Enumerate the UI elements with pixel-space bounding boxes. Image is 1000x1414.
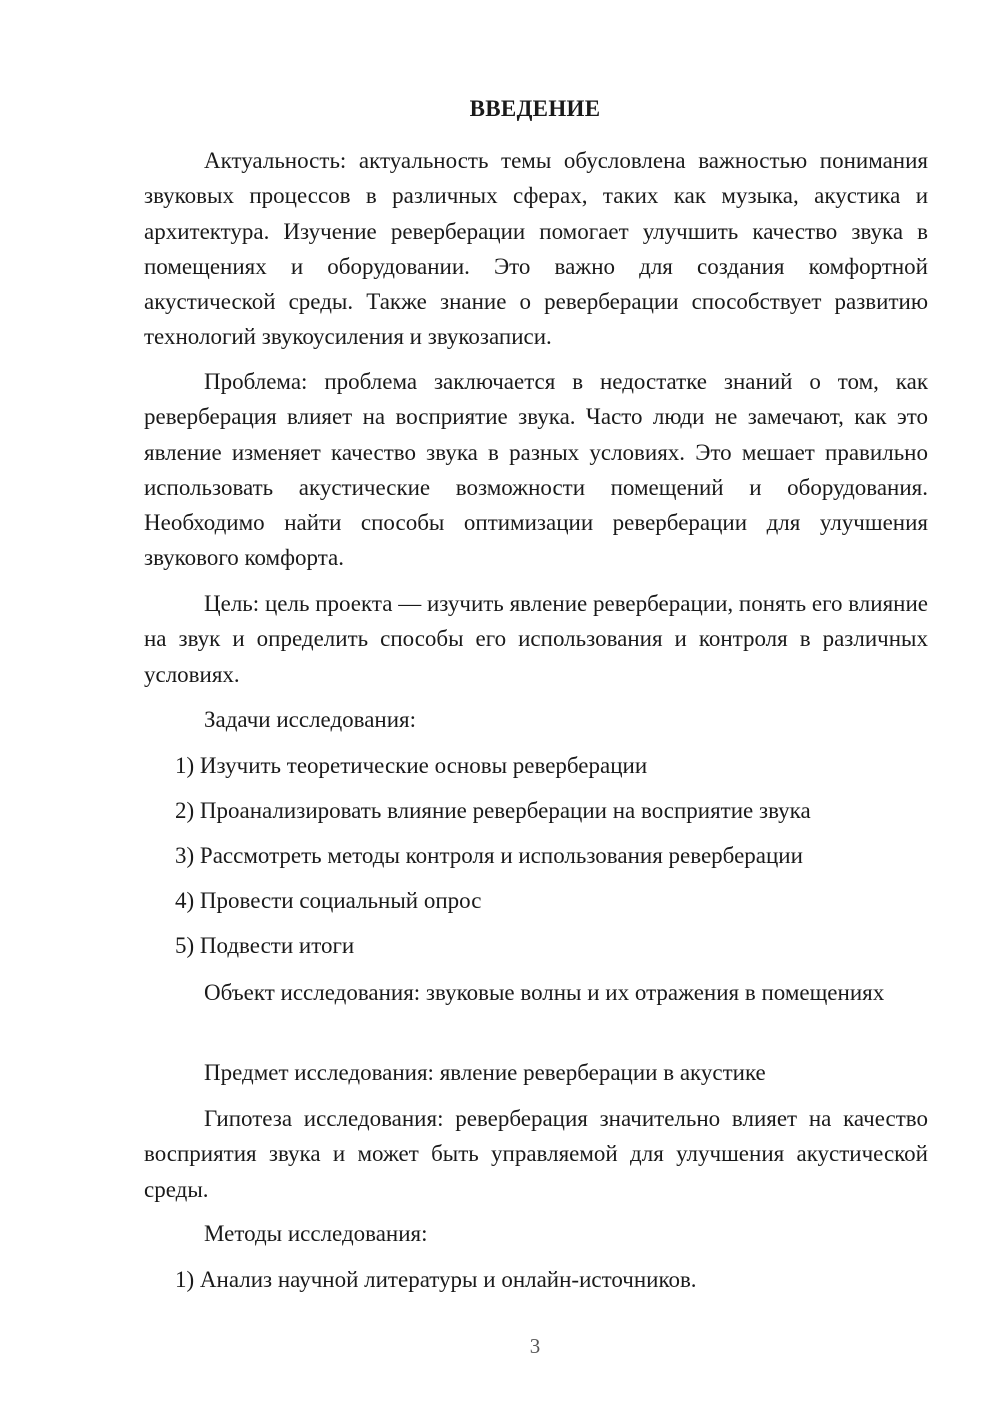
- methods-label: Методы исследования:: [204, 1221, 428, 1246]
- task-item: 3) Рассмотреть методы контроля и использования реверберации: [175, 843, 803, 868]
- subject-line: Предмет исследования: явление реверберации в акустике: [204, 1060, 766, 1085]
- relevance-paragraph: Актуальность: актуальность темы обусловлена важностью понимания звуковых процессов в различных сферах, таких как музыка, акустика и архитектура. Изучение реверберации помогает улучшить качество звука в помещениях и оборудовании. Это важно для создания комфортной акустической среды. Также знание о реверберации способствует развитию технологий звукоусиления и звукозаписи.: [144, 148, 928, 350]
- problem-paragraph: Проблема: проблема заключается в недостатке знаний о том, как реверберация влияет на восприятие звука. Часто люди не замечают, как это явление изменяет качество звука в разных условиях. Это мешает правильно использовать акустические возможности помещений и оборудования. Необходимо найти способы оптимизации реверберации для улучшения звукового комфорта.: [144, 369, 928, 571]
- tasks-label: Задачи исследования:: [204, 707, 417, 732]
- goal-paragraph: Цель: цель проекта — изучить явление реверберации, понять его влияние на звук и определить способы его использования и контроля в различных условиях.: [144, 591, 928, 687]
- task-item: 2) Проанализировать влияние реверберации на восприятие звука: [175, 798, 811, 823]
- task-item: 1) Изучить теоретические основы реверберации: [175, 753, 648, 778]
- page-number: 3: [529, 1334, 541, 1358]
- hypothesis-paragraph: Гипотеза исследования: реверберация значительно влияет на качество восприятия звука и может быть управляемой для улучшения акустической среды.: [144, 1106, 928, 1202]
- task-item: 4) Провести социальный опрос: [175, 888, 482, 913]
- page-title: ВВЕДЕНИЕ: [469, 96, 601, 121]
- method-item: 1) Анализ научной литературы и онлайн-источников.: [175, 1267, 697, 1292]
- task-item: 5) Подвести итоги: [175, 933, 355, 958]
- object-paragraph: Объект исследования: звуковые волны и их отражения в помещениях: [204, 980, 885, 1005]
